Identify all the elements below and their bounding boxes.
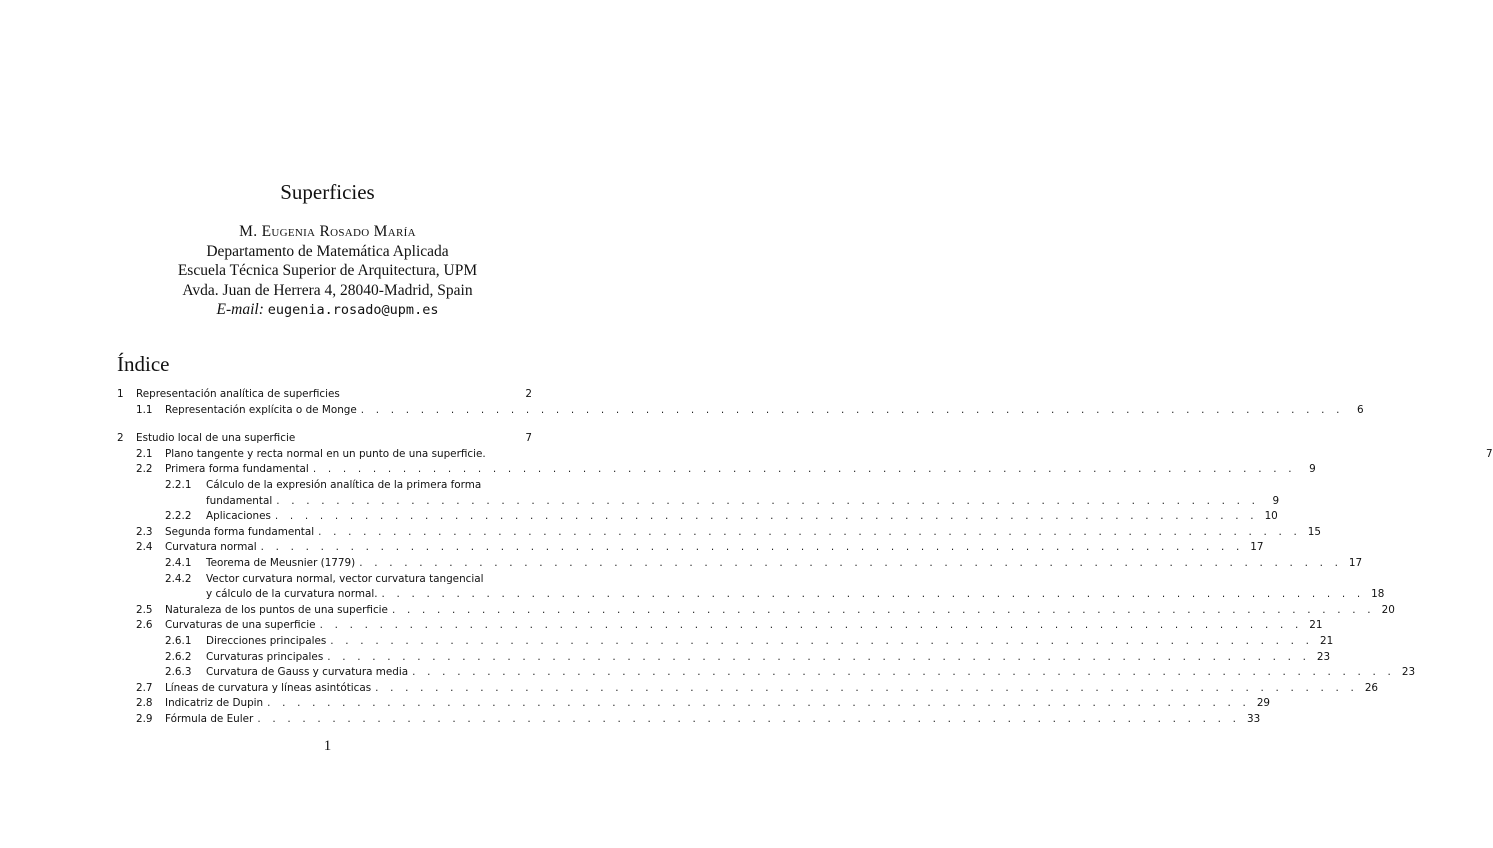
toc-entry-page: 9 bbox=[1272, 494, 1280, 507]
toc-entry-text: Primera forma fundamental bbox=[165, 463, 309, 476]
toc-entry-page: 2 bbox=[525, 388, 532, 400]
toc-entry-number: 2.1 bbox=[136, 447, 153, 460]
toc-entry-number: 1 bbox=[117, 388, 124, 400]
toc-entry-number: 2.9 bbox=[136, 712, 153, 725]
toc-entry-page: 20 bbox=[1381, 603, 1395, 616]
toc-entry-2-4[interactable] bbox=[117, 540, 1264, 556]
toc-entry-2-6-2[interactable] bbox=[117, 650, 1331, 666]
toc-entry-page: 29 bbox=[1256, 697, 1271, 710]
toc-entry-number: 2.2 bbox=[136, 463, 153, 476]
toc-entry-2-9[interactable] bbox=[117, 712, 1261, 728]
toc-leader-dots bbox=[327, 650, 1310, 666]
toc-leader-dots bbox=[261, 540, 1244, 556]
toc-entry-text: Cálculo de la expresión analítica de la primera forma bbox=[206, 478, 482, 491]
toc-leader-dots bbox=[359, 556, 1342, 572]
author-block bbox=[0, 222, 655, 321]
toc-entry-page: 23 bbox=[1401, 666, 1416, 679]
toc-entry-2-2-1-continued[interactable] bbox=[117, 494, 1280, 510]
address: Avda. Juan de Herrera 4, 28040-Madrid, Spain bbox=[182, 281, 473, 299]
toc-entry-number: 2.8 bbox=[136, 697, 153, 710]
toc-entry-1[interactable] bbox=[117, 387, 532, 403]
index-heading: Índice bbox=[117, 352, 170, 376]
toc-entry-page: 7 bbox=[1485, 447, 1493, 460]
toc-entry-text: Curvatura de Gauss y curvatura media bbox=[206, 666, 409, 679]
page-number: 1 bbox=[323, 738, 332, 754]
toc-entry-number: 2.2.2 bbox=[165, 510, 192, 523]
toc-entry-2-3[interactable] bbox=[117, 525, 1322, 541]
toc-entry-page: 7 bbox=[525, 432, 532, 445]
toc-leader-dots bbox=[320, 618, 1303, 634]
toc-leader-dots bbox=[412, 665, 1395, 681]
toc-entry-2-6-1[interactable] bbox=[117, 634, 1334, 650]
document-title: Superficies bbox=[280, 180, 375, 204]
toc-entry-page: 17 bbox=[1250, 541, 1264, 554]
toc-entry-text: Aplicaciones bbox=[206, 510, 271, 523]
toc-entry-text: Direcciones principales bbox=[206, 634, 327, 647]
toc-entry-page: 21 bbox=[1309, 619, 1323, 632]
toc-entry-page: 10 bbox=[1264, 510, 1278, 523]
toc-entry-1-1[interactable] bbox=[117, 403, 1364, 419]
toc-entry-number: 2 bbox=[117, 432, 124, 445]
toc-entry-text: Naturaleza de los puntos de una superficie bbox=[165, 603, 388, 616]
email-address[interactable]: eugenia.rosado@upm.es bbox=[267, 302, 439, 318]
toc-entry-page: 6 bbox=[1357, 403, 1364, 416]
toc-entry-page: 23 bbox=[1316, 650, 1331, 663]
email-line bbox=[0, 300, 655, 321]
toc-entry-number: 2.3 bbox=[136, 525, 153, 538]
toc-entry-2-2-2[interactable] bbox=[117, 509, 1278, 525]
toc-entry-2-8[interactable] bbox=[117, 696, 1271, 712]
toc-entry-2-5[interactable] bbox=[117, 603, 1395, 619]
toc-entry-number: 2.4.2 bbox=[165, 572, 192, 585]
toc-leader-dots bbox=[267, 696, 1250, 712]
toc-entry-text: Teorema de Meusnier (1779) bbox=[206, 556, 356, 569]
toc-entry-number: 2.6.2 bbox=[165, 650, 192, 663]
toc-entry-page: 33 bbox=[1246, 712, 1261, 725]
toc-entry-text: Curvaturas de una superficie bbox=[165, 619, 316, 632]
toc-entry-number: 2.4.1 bbox=[165, 556, 192, 569]
toc-entry-text: Indicatriz de Dupin bbox=[165, 697, 264, 710]
toc-entry-text: Vector curvatura normal, vector curvatura tangencial bbox=[206, 572, 484, 585]
toc-leader-dots bbox=[361, 403, 1344, 419]
toc-entry-text: y cálculo de la curvatura normal. bbox=[206, 588, 378, 601]
toc-leader-dots bbox=[392, 603, 1375, 619]
toc-entry-text: Fórmula de Euler bbox=[165, 712, 254, 725]
toc-entry-number: 2.6.3 bbox=[165, 666, 192, 679]
toc-entry-number: 2.2.1 bbox=[165, 478, 192, 491]
toc-entry-text: Curvaturas principales bbox=[206, 650, 324, 663]
toc-leader-dots bbox=[276, 494, 1259, 510]
toc-entry-2-6-3[interactable] bbox=[117, 665, 1416, 681]
table-of-contents bbox=[117, 387, 1493, 727]
toc-entry-text: fundamental bbox=[206, 494, 273, 507]
toc-leader-dots bbox=[313, 462, 1296, 478]
toc-entry-number: 2.5 bbox=[136, 603, 153, 616]
toc-leader-dots bbox=[330, 634, 1313, 650]
toc-entry-text: Líneas de curvatura y líneas asintóticas bbox=[165, 681, 372, 694]
toc-entry-page: 9 bbox=[1309, 463, 1316, 476]
toc-leader-dots bbox=[257, 712, 1240, 728]
toc-entry-page: 17 bbox=[1348, 556, 1363, 569]
toc-entry-text: Plano tangente y recta normal en un punto de una superficie. bbox=[165, 447, 486, 460]
toc-entry-page: 15 bbox=[1307, 525, 1322, 538]
toc-entry-2-7[interactable] bbox=[117, 681, 1379, 697]
toc-entry-2-6[interactable] bbox=[117, 618, 1323, 634]
toc-entry-page: 21 bbox=[1319, 634, 1334, 647]
toc-entry-number: 2.6.1 bbox=[165, 634, 192, 647]
affiliation-school: Escuela Técnica Superior de Arquitectura, UPM bbox=[177, 262, 478, 279]
toc-entry-text: Estudio local de una superficie bbox=[136, 432, 296, 445]
toc-entry-2[interactable] bbox=[117, 431, 532, 447]
toc-entry-text: Representación analítica de superficies bbox=[136, 388, 340, 400]
toc-entry-2-4-2[interactable] bbox=[117, 572, 532, 588]
toc-entry-page: 18 bbox=[1371, 588, 1385, 601]
toc-entry-number: 2.7 bbox=[136, 681, 153, 694]
toc-entry-page: 26 bbox=[1364, 681, 1379, 694]
author-name: M. Eugenia Rosado María bbox=[239, 223, 416, 240]
toc-leader-dots bbox=[275, 509, 1258, 525]
toc-entry-2-2-1[interactable] bbox=[117, 478, 532, 494]
toc-entry-number: 2.6 bbox=[136, 619, 153, 632]
toc-entry-number: 2.4 bbox=[136, 541, 153, 554]
toc-entry-number: 1.1 bbox=[136, 403, 153, 416]
toc-entry-2-2[interactable] bbox=[117, 462, 1316, 478]
toc-entry-text: Segunda forma fundamental bbox=[165, 525, 315, 538]
toc-leader-dots bbox=[375, 681, 1358, 697]
toc-entry-2-4-1[interactable] bbox=[117, 556, 1363, 572]
affiliation-department: Departamento de Matemática Aplicada bbox=[206, 242, 449, 260]
toc-entry-text: Representación explícita o de Monge bbox=[165, 403, 357, 416]
email-label: E-mail: bbox=[216, 301, 264, 318]
toc-entry-2-1[interactable] bbox=[117, 447, 1493, 463]
toc-leader-dots bbox=[318, 525, 1301, 541]
toc-entry-text: Curvatura normal bbox=[165, 541, 257, 554]
toc-leader-dots bbox=[382, 587, 1365, 603]
toc-entry-2-4-2-continued[interactable] bbox=[117, 587, 1385, 603]
